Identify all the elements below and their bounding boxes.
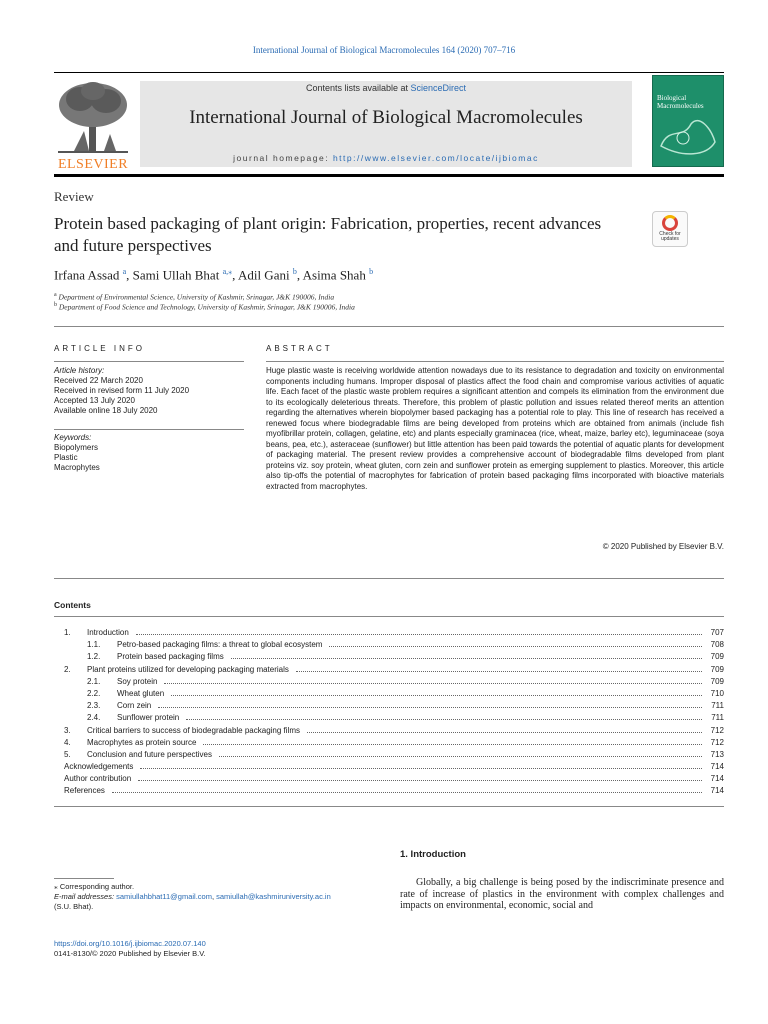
toc-leader-dots xyxy=(231,651,702,659)
toc-leader-dots xyxy=(186,712,702,720)
toc-label: Introduction xyxy=(87,628,129,637)
toc-page-number: 709 xyxy=(710,652,724,662)
abstract-body: Huge plastic waste is receiving worldwide attention nowadays due to its resistance to degradation and toxicity on environmental components including humans. Improper disposal of plastics affect the food chain and compromise various activities of aquatic life. Each facet of the plastic waste problem requires a significant attention and compels its elimination from the environment due to its ecologically deleterious threats. Therefore, this problem of plastic pollution and issues related thereof merits an attention regarding the alternatives wherein biopolymer based packaging has a potential role to play. This line of research has received a renewed focus where biodegradable films are being developed from proteins which are obtained from animals (include fish myofibrillar protein, collagen, gelatine, etc) and plants especially graminacea (rice, wheat, maize, barley etc), leguminaceae (soya beans, pea, etc.), asteraceae (sunflower) but little attention has been paid towards the potential of aquatic plants for development of packaging material. The present review provides a comprehensive account of biodegradable films developed from plant proteins viz. soy protein, wheat gluten, corn zein and sunflower protein as emerging supplement to plastics. Moreover, this article also tip-offs the potential of macrophytes for fabrication of protein based packaging films incorporated with bioactive materials extracted from macrophytes. xyxy=(266,366,724,491)
author-name[interactable]: Irfana Assad xyxy=(54,267,120,283)
contents-heading: Contents xyxy=(54,600,91,610)
toc-label: Petro-based packaging films: a threat to global ecosystem xyxy=(117,640,323,650)
divider xyxy=(54,578,724,579)
toc-label: Critical barriers to success of biodegradable packaging films xyxy=(87,725,300,735)
author-name[interactable]: Adil Gani xyxy=(237,267,290,283)
toc-page-number: 710 xyxy=(710,688,724,698)
toc-page-number: 714 xyxy=(710,786,724,796)
toc-number: 1. xyxy=(64,628,71,637)
journal-reference[interactable]: International Journal of Biological Macromolecules 164 (2020) 707–716 xyxy=(252,45,516,55)
keyword[interactable]: Macrophytes xyxy=(54,463,100,472)
sciencedirect-link[interactable]: ScienceDirect xyxy=(410,83,467,93)
toc-page-number: 713 xyxy=(710,749,724,759)
toc-label: Protein based packaging films xyxy=(117,652,224,662)
toc-page-number: 711 xyxy=(711,701,724,711)
toc-label: Soy protein xyxy=(117,676,158,686)
toc-page-number: 708 xyxy=(710,640,724,650)
journal-header xyxy=(54,72,724,172)
toc-leader-dots xyxy=(219,749,702,757)
history-accepted: Accepted 13 July 2020 xyxy=(54,396,135,405)
toc-page-number: 709 xyxy=(710,676,724,686)
toc-page-number: 712 xyxy=(710,725,724,735)
toc-number: 2. xyxy=(64,664,71,674)
keyword[interactable]: Biopolymers xyxy=(54,443,99,452)
article-info-heading: ARTICLE INFO xyxy=(54,344,145,353)
toc-leader-dots xyxy=(307,725,702,733)
affiliation-b: $^b$ Department of Food Science and Technology, University of Kashmir, Srinagar, J&K 190006, India xyxy=(54,302,355,312)
toc-number: 1.2. xyxy=(87,652,101,662)
toc-number: 2.4. xyxy=(87,713,101,723)
article-type: Review xyxy=(54,189,94,204)
toc-number: 2.1. xyxy=(87,676,101,686)
toc-entry[interactable] xyxy=(54,639,724,651)
toc-label: Sunflower protein xyxy=(117,713,180,723)
history-online: Available online 18 July 2020 xyxy=(54,406,158,415)
journal-banner xyxy=(140,81,632,167)
toc-entry[interactable] xyxy=(54,688,724,700)
footnote-divider xyxy=(54,878,114,879)
toc-leader-dots xyxy=(158,700,702,708)
check-for-updates-button[interactable]: Check for updates xyxy=(652,211,688,247)
toc-leader-dots xyxy=(296,664,702,672)
homepage-link[interactable]: http://www.elsevier.com/locate/ijbiomac xyxy=(332,153,539,163)
toc-leader-dots xyxy=(136,627,702,635)
toc-entry[interactable] xyxy=(54,737,724,749)
toc-label: Macrophytes as protein source xyxy=(87,737,197,747)
author-list: Irfana Assad $^a$, Sami Ullah Bhat $^{a,⁎}$, Adil Gani $^b$, Asima Shah $^b$ xyxy=(54,267,374,283)
toc-entry[interactable] xyxy=(54,725,724,737)
toc-entry[interactable] xyxy=(54,761,724,773)
header-divider xyxy=(54,174,724,177)
divider xyxy=(54,361,244,362)
toc-page-number: 707 xyxy=(710,628,724,637)
cover-title: Biological Macromolecules xyxy=(657,94,704,110)
toc-page-number: 711 xyxy=(711,713,724,723)
toc-label: Wheat gluten xyxy=(117,688,165,698)
keyword[interactable]: Plastic xyxy=(54,453,78,462)
email-link[interactable]: samiullahbhat11@gmail.com xyxy=(116,892,212,901)
toc-label: Acknowledgements xyxy=(64,762,134,772)
toc-leader-dots xyxy=(140,761,702,769)
keywords: Keywords: Biopolymers Plastic Macrophytes xyxy=(54,433,244,473)
toc-leader-dots xyxy=(329,639,702,647)
toc-entry[interactable] xyxy=(54,651,724,663)
divider xyxy=(54,616,724,617)
toc-leader-dots xyxy=(203,737,702,745)
divider xyxy=(54,326,724,327)
author-name[interactable]: Asima Shah xyxy=(302,267,366,283)
toc-entry[interactable] xyxy=(54,749,724,761)
elsevier-tree-logo xyxy=(54,79,132,172)
toc-page-number: 714 xyxy=(710,762,724,772)
toc-number: 5. xyxy=(64,749,71,759)
toc-entry[interactable] xyxy=(54,773,724,785)
table-of-contents xyxy=(54,627,724,798)
doi-link[interactable]: https://doi.org/10.1016/j.ijbiomac.2020.07.140 xyxy=(54,939,206,948)
toc-leader-dots xyxy=(138,773,702,781)
article-title: Protein based packaging of plant origin: Fabrication, properties, recent advances and future perspectives xyxy=(54,214,602,255)
toc-label: Conclusion and future perspectives xyxy=(87,749,212,759)
toc-page-number: 709 xyxy=(710,664,724,674)
abstract-heading: ABSTRACT xyxy=(266,344,333,353)
toc-page-number: 714 xyxy=(710,774,724,784)
toc-label: Author contribution xyxy=(64,774,132,784)
toc-number: 3. xyxy=(64,725,71,735)
contents-availability: Contents lists available at ScienceDirect xyxy=(305,83,467,93)
journal-title: International Journal of Biological Macromolecules xyxy=(189,107,583,128)
toc-leader-dots xyxy=(112,785,702,793)
history-received: Received 22 March 2020 xyxy=(54,376,143,385)
toc-number: 2.3. xyxy=(87,701,101,711)
toc-label: References xyxy=(64,786,105,796)
toc-leader-dots xyxy=(164,676,702,684)
affiliation-a: $^a$ Department of Environmental Science, University of Kashmir, Srinagar, J&K 190006, India xyxy=(54,292,335,302)
toc-label: Plant proteins utilized for developing packaging materials xyxy=(87,664,289,674)
elsevier-wordmark: ELSEVIER xyxy=(57,157,129,172)
journal-homepage: journal homepage: http://www.elsevier.com/locate/ijbiomac xyxy=(233,153,539,163)
toc-entry[interactable] xyxy=(54,664,724,676)
issn-copyright: 0141-8130/© 2020 Published by Elsevier B.V. xyxy=(54,949,206,958)
email-link[interactable]: samiullah@kashmiruniversity.ac.in xyxy=(216,892,331,901)
article-history: Article history: Received 22 March 2020 Received in revised form 11 July 2020 Accepted 13 July 2020 Available online 18 July 2020 xyxy=(54,366,244,416)
toc-entry[interactable] xyxy=(54,712,724,724)
divider xyxy=(54,429,244,430)
divider xyxy=(266,361,724,362)
toc-number: 4. xyxy=(64,737,71,747)
introduction-paragraph: Globally, a big challenge is being posed by the indiscriminate presence and rate of increase of plastics in the environment with complex challenges and impacts on environmental, economic, social and xyxy=(400,877,724,911)
footnote: ⁎ Corresponding author. E-mail addresses: samiullahbhat11@gmail.com, samiullah@kashmiruniversity.ac.in (S.U. Bhat). xyxy=(54,882,384,912)
toc-label: Corn zein xyxy=(117,701,152,711)
toc-number: 2.2. xyxy=(87,688,101,698)
corresponding-author-note: ⁎ Corresponding author. xyxy=(54,882,135,891)
toc-entry[interactable] xyxy=(54,676,724,688)
journal-cover-image[interactable] xyxy=(652,75,724,167)
toc-page-number: 712 xyxy=(710,737,724,747)
history-revised: Received in revised form 11 July 2020 xyxy=(54,386,190,395)
divider xyxy=(54,806,724,807)
doi-block xyxy=(54,939,206,959)
toc-number: 1.1. xyxy=(87,640,101,650)
check-updates-icon xyxy=(662,215,678,231)
section-heading-introduction: 1. Introduction xyxy=(400,849,466,860)
abstract-copyright: © 2020 Published by Elsevier B.V. xyxy=(602,542,724,551)
toc-entry[interactable] xyxy=(54,627,724,639)
toc-leader-dots xyxy=(171,688,702,696)
toc-entry[interactable] xyxy=(54,785,724,797)
author-name[interactable]: Sami Ullah Bhat xyxy=(132,267,220,283)
toc-entry[interactable] xyxy=(54,700,724,712)
